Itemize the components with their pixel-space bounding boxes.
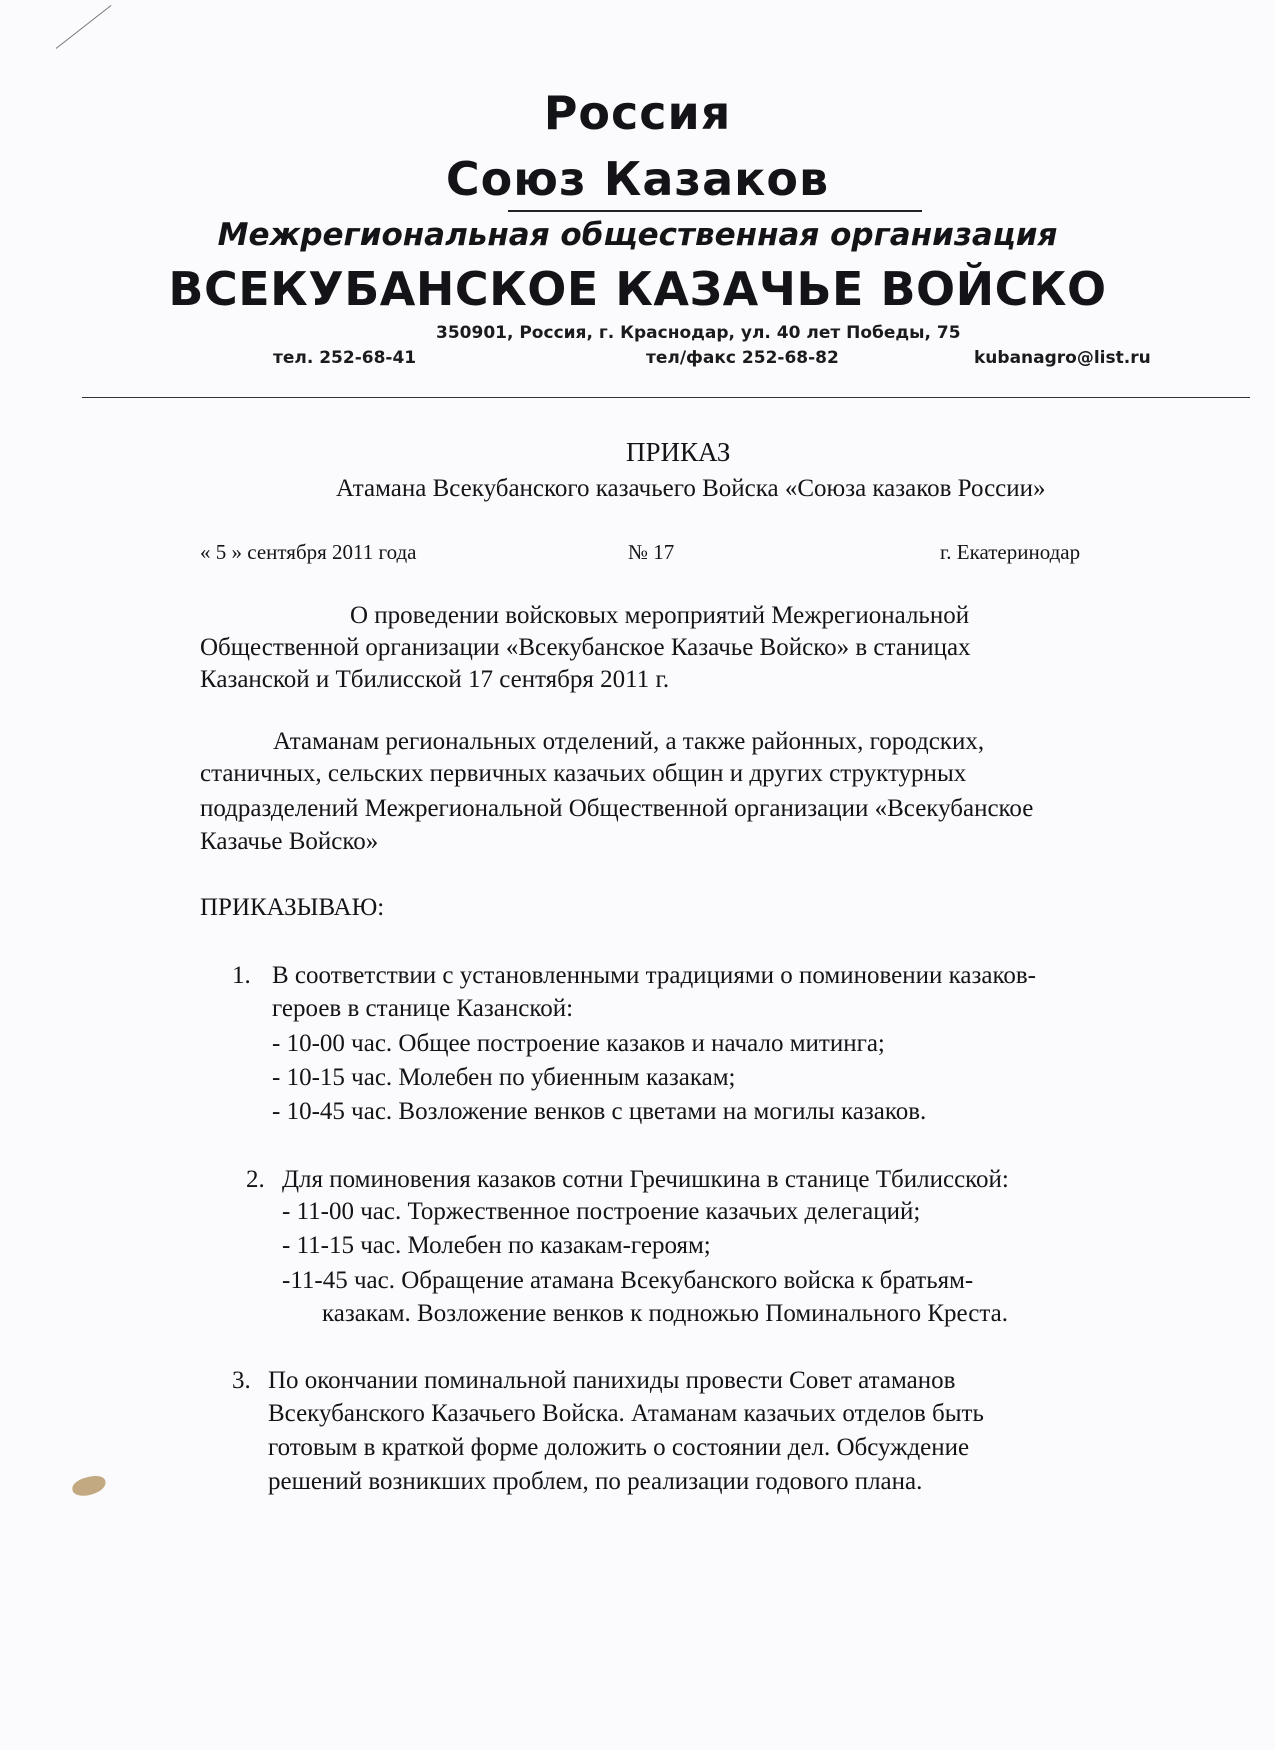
- order-number: № 17: [628, 540, 675, 564]
- item-line: - 10-00 час. Общее построение казаков и начало митинга;: [272, 1030, 885, 1057]
- item-line: - 11-15 час. Молебен по казакам-героям;: [282, 1232, 711, 1259]
- addressees-line: Атаманам региональных отделений, а также районных, городских,: [273, 728, 985, 755]
- addressees-line: станичных, сельских первичных казачьих общин и других структурных: [200, 760, 967, 787]
- letterhead-fax: тел/факс 252-68-82: [646, 348, 839, 368]
- addressees-line: подразделений Межрегиональной Общественной организации «Всекубанское: [200, 795, 1034, 822]
- item-line: готовым в краткой форме доложить о состоянии дел. Обсуждение: [268, 1434, 970, 1461]
- item-line: Всекубанского Казачьего Войска. Атаманам казачьих отделов быть: [268, 1400, 984, 1427]
- item-line: казакам. Возложение венков к подножью Поминального Креста.: [322, 1300, 1008, 1327]
- item-line: Для поминовения казаков сотни Гречишкина в станице Тбилисской:: [282, 1166, 1009, 1193]
- letterhead-organization-type: Межрегиональная общественная организация: [217, 217, 1058, 253]
- letterhead-address: 350901, Россия, г. Краснодар, ул. 40 лет Победы, 75: [436, 323, 961, 343]
- letterhead-email: kubanagro@list.ru: [974, 348, 1151, 368]
- order-subtitle: Атамана Всекубанского казачьего Войска «Союза казаков России»: [336, 475, 1046, 502]
- item-number: 1.: [232, 962, 251, 989]
- item-number: 3.: [232, 1367, 251, 1394]
- item-line: - 10-15 час. Молебен по убиенным казакам;: [272, 1064, 736, 1091]
- order-title: ПРИКАЗ: [626, 437, 731, 467]
- letterhead-separator: [82, 397, 1250, 398]
- subject-line: Казанской и Тбилисской 17 сентября 2011 г.: [200, 666, 670, 693]
- item-line: -11-45 час. Обращение атамана Всекубанского войска к братьям-: [282, 1267, 974, 1294]
- item-line: - 10-45 час. Возложение венков с цветами на могилы казаков.: [272, 1098, 927, 1125]
- letterhead-underline: [508, 210, 922, 212]
- letterhead-country: Россия: [543, 86, 732, 140]
- item-number: 2.: [246, 1166, 265, 1193]
- order-city: г. Екатеринодар: [940, 540, 1081, 564]
- addressees-line: Казачье Войско»: [200, 828, 379, 855]
- paper-stain: [71, 1474, 108, 1499]
- item-line: героев в станице Казанской:: [272, 995, 574, 1022]
- item-line: - 11-00 час. Торжественное построение казачьих делегаций;: [282, 1198, 921, 1225]
- item-line: решений возникших проблем, по реализации годового плана.: [268, 1468, 923, 1495]
- order-date: « 5 » сентября 2011 года: [200, 540, 417, 564]
- item-line: В соответствии с установленными традициями о поминовении казаков-: [272, 962, 1036, 989]
- subject-line: О проведении войсковых мероприятий Межрегиональной: [350, 602, 970, 629]
- pen-mark: [56, 5, 112, 49]
- letterhead-union: Союз Казаков: [445, 152, 830, 206]
- order-word: ПРИКАЗЫВАЮ:: [200, 894, 385, 921]
- subject-line: Общественной организации «Всекубанское Казачье Войско» в станицах: [200, 634, 971, 661]
- item-line: По окончании поминальной панихиды провести Совет атаманов: [268, 1367, 956, 1394]
- letterhead-organization-name: ВСЕКУБАНСКОЕ КАЗАЧЬЕ ВОЙСКО: [168, 262, 1107, 316]
- letterhead-phone: тел. 252-68-41: [273, 348, 417, 368]
